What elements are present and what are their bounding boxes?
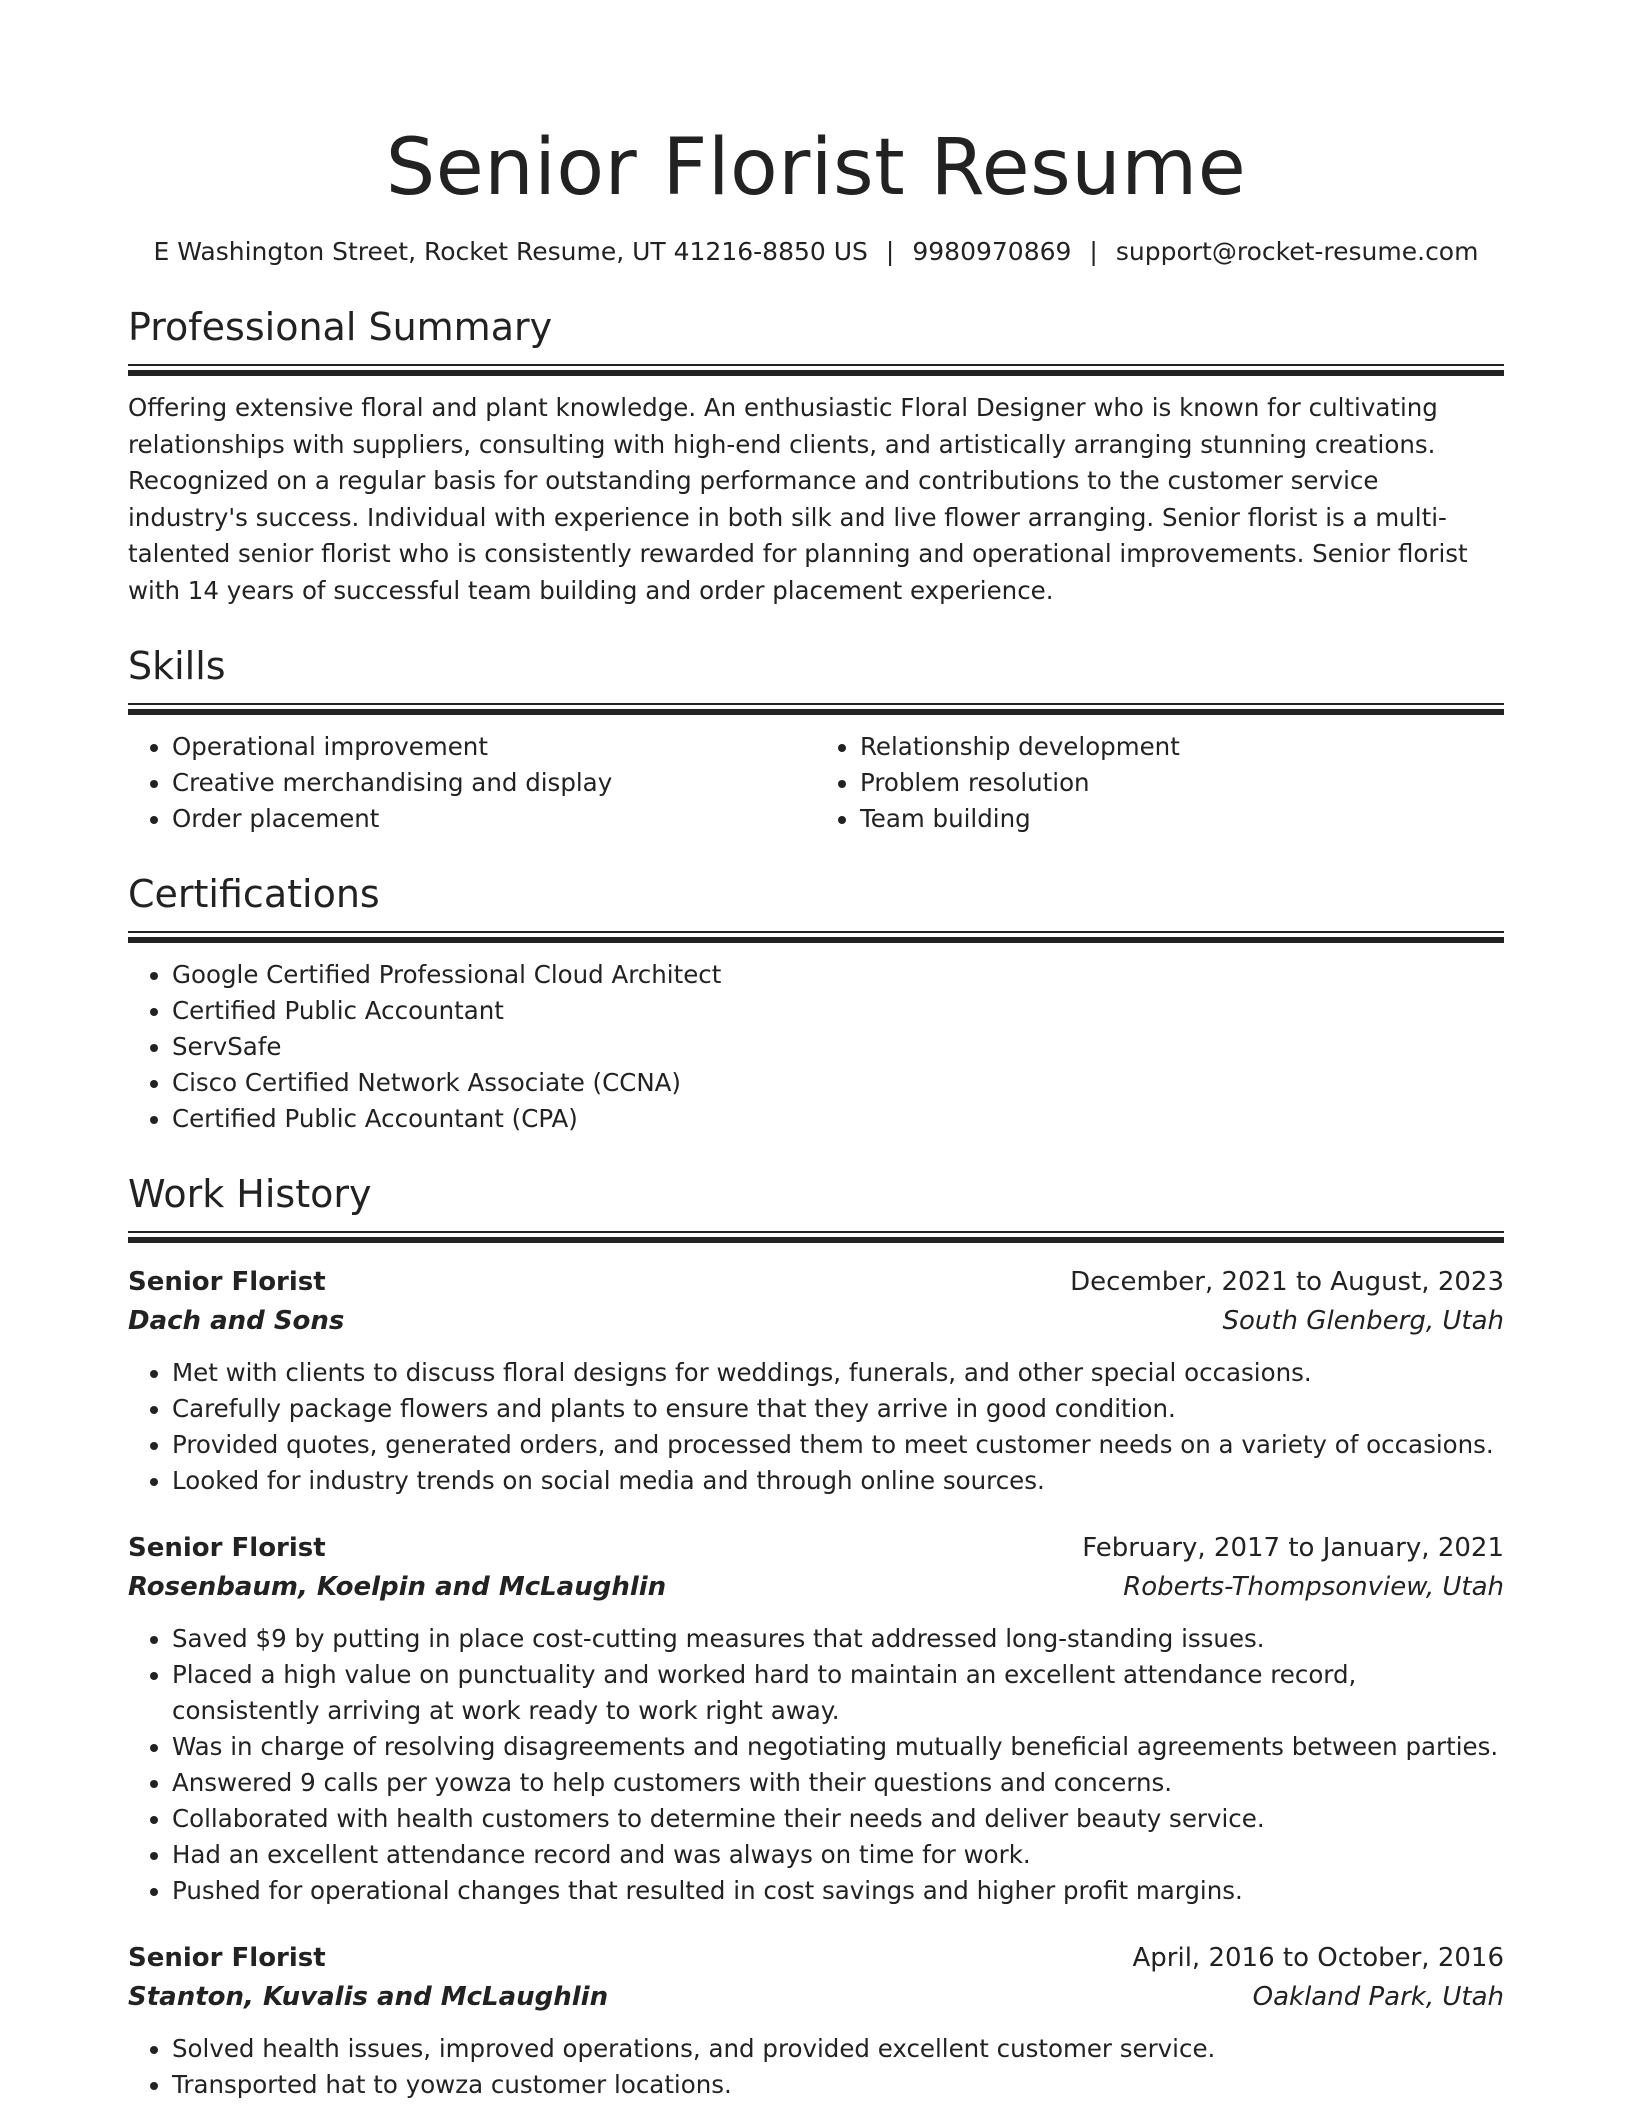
skill-item: • Team building [860, 801, 1504, 837]
job-bullet: • Had an excellent attendance record and was always on time for work. [172, 1837, 1504, 1873]
contact-email: support@rocket-resume.com [1115, 237, 1479, 266]
work-history-section [128, 1169, 1504, 2103]
skills-right-list [816, 729, 1504, 837]
job-bullet: • Looked for industry trends on social media and through online sources. [172, 1463, 1504, 1499]
job-dates: February, 2017 to January, 2021 [1082, 1533, 1504, 1563]
job-dates: December, 2021 to August, 2023 [1070, 1267, 1504, 1297]
skill-item: • Order placement [172, 801, 816, 837]
job-bullet: • Answered 9 calls per yowza to help customers with their questions and concerns. [172, 1765, 1504, 1801]
certifications-heading: Certifications [128, 872, 380, 916]
job-location: Oakland Park, Utah [1252, 1982, 1504, 2012]
certification-item: • ServSafe [172, 1029, 1504, 1065]
job-entry [128, 1529, 1504, 1909]
resume-title: Senior Florist Resume [385, 123, 1247, 213]
job-location: South Glenberg, Utah [1222, 1306, 1504, 1336]
summary-section [128, 302, 1504, 609]
job-location: Roberts-Thompsonview, Utah [1123, 1572, 1504, 1602]
skill-item: • Creative merchandising and display [172, 765, 816, 801]
contact-line [128, 234, 1504, 270]
job-bullet: • Placed a high value on punctuality and worked hard to maintain an excellent attendance record, consistently arriving at work ready to work right away. [172, 1657, 1504, 1729]
certification-item: • Google Certified Professional Cloud Architect [172, 957, 1504, 993]
job-bullet: • Saved $9 by putting in place cost-cutting measures that addressed long-standing issues. [172, 1621, 1504, 1657]
section-divider [128, 1231, 1504, 1243]
job-bullets [128, 2031, 1504, 2103]
job-company: Rosenbaum, Koelpin and McLaughlin [128, 1572, 667, 1602]
certifications-section [128, 869, 1504, 1137]
job-dates: April, 2016 to October, 2016 [1132, 1943, 1504, 1973]
job-bullet: • Transported hat to yowza customer locations. [172, 2067, 1504, 2103]
skills-section [128, 641, 1504, 837]
resume-page [128, 118, 1504, 2103]
job-title: Senior Florist [128, 1943, 326, 1973]
job-company: Stanton, Kuvalis and McLaughlin [128, 1982, 609, 2012]
summary-heading: Professional Summary [128, 305, 553, 349]
job-title: Senior Florist [128, 1267, 326, 1297]
job-bullet: • Solved health issues, improved operations, and provided excellent customer service. [172, 2031, 1504, 2067]
section-divider [128, 703, 1504, 715]
certification-item: • Certified Public Accountant (CPA) [172, 1101, 1504, 1137]
job-bullet: • Carefully package flowers and plants to ensure that they arrive in good condition. [172, 1391, 1504, 1427]
job-bullets [128, 1355, 1504, 1499]
certifications-list [128, 957, 1504, 1137]
contact-address: E Washington Street, Rocket Resume, UT 41216-8850 US [153, 237, 868, 266]
skill-item: • Relationship development [860, 729, 1504, 765]
job-bullet: • Provided quotes, generated orders, and processed them to meet customer needs on a variety of occasions. [172, 1427, 1504, 1463]
job-bullet: • Met with clients to discuss floral designs for weddings, funerals, and other special occasions. [172, 1355, 1504, 1391]
contact-phone: 9980970869 [912, 237, 1072, 266]
job-title: Senior Florist [128, 1533, 326, 1563]
job-bullet: • Pushed for operational changes that resulted in cost savings and higher profit margins. [172, 1873, 1504, 1909]
skills-grid [128, 729, 1504, 837]
section-divider [128, 364, 1504, 376]
job-bullets [128, 1621, 1504, 1909]
skill-item: • Operational improvement [172, 729, 816, 765]
work-history-heading: Work History [128, 1172, 372, 1216]
job-entry [128, 1939, 1504, 2103]
job-company: Dach and Sons [128, 1306, 345, 1336]
job-entry [128, 1263, 1504, 1499]
skill-item: • Problem resolution [860, 765, 1504, 801]
certification-item: • Certified Public Accountant [172, 993, 1504, 1029]
skills-left-list [128, 729, 816, 837]
job-bullet: • Was in charge of resolving disagreements and negotiating mutually beneficial agreements between parties. [172, 1729, 1504, 1765]
certification-item: • Cisco Certified Network Associate (CCNA) [172, 1065, 1504, 1101]
section-divider [128, 931, 1504, 943]
job-bullet: • Collaborated with health customers to determine their needs and deliver beauty service. [172, 1801, 1504, 1837]
summary-text: Offering extensive floral and plant knowledge. An enthusiastic Floral Designer who is known for cultivating relationships with suppliers, consulting with high-end clients, and artistically arranging stunning creations. Recognized on a regular basis for outstanding performance and contributions to the customer service industry's success. Individual with experience in both silk and live flower arranging. Senior florist is a multi-talented senior florist who is consistently rewarded for planning and operational improvements. Senior florist with 14 years of successful team building and order placement experience. [128, 393, 1468, 605]
contact-separator: | [1089, 237, 1098, 266]
contact-separator: | [885, 237, 895, 266]
skills-heading: Skills [128, 644, 226, 688]
